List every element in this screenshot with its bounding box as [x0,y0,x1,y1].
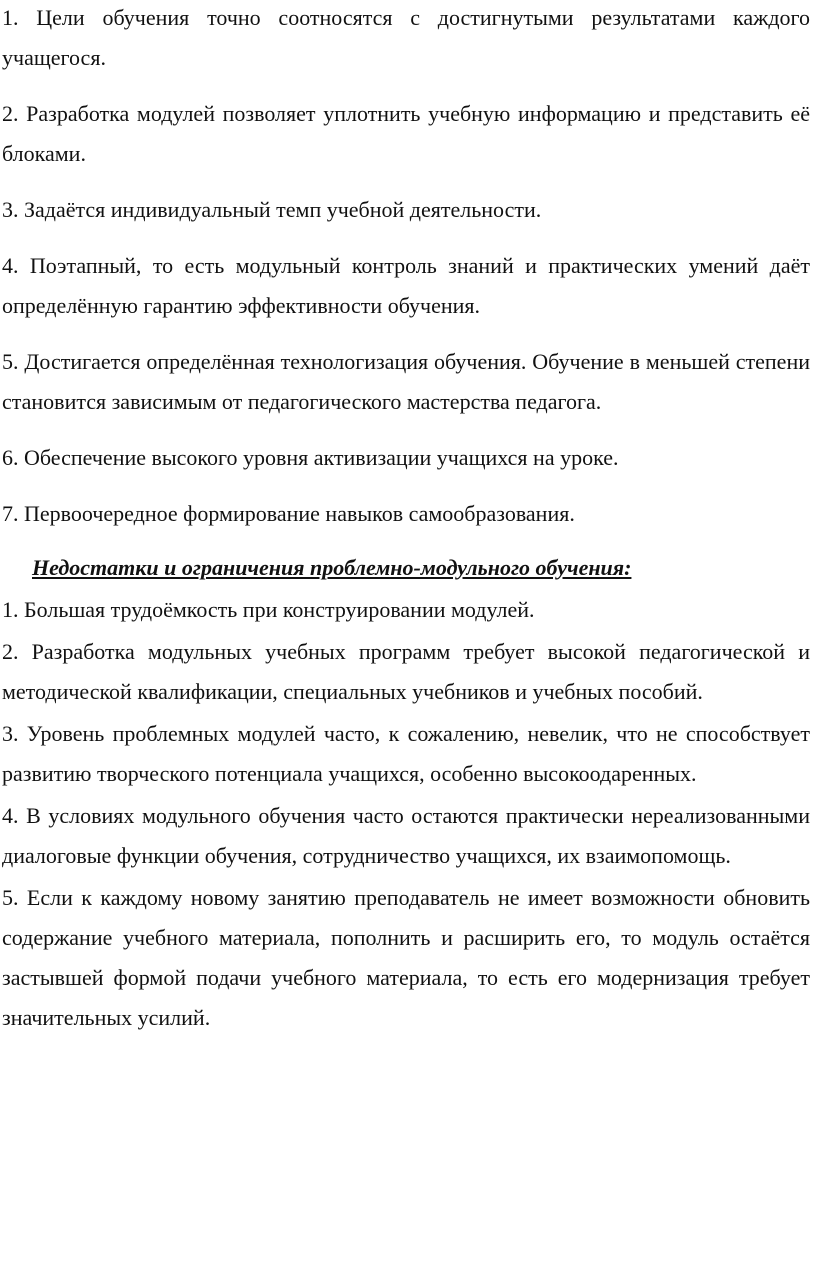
disadvantage-item-2: 2. Разработка модульных учебных программ требует высокой педагогической и методической квалификации, специальных учебников и учебных пособий. [2,639,810,704]
advantage-item-2: 2. Разработка модулей позволяет уплотнить учебную информацию и представить её блоками. [2,101,810,166]
advantage-item-1: 1. Цели обучения точно соотносятся с достигнутыми результатами каждого учащегося. [2,5,810,70]
advantage-item-6: 6. Обеспечение высокого уровня активизации учащихся на уроке. [2,445,619,470]
advantage-item-4: 4. Поэтапный, то есть модульный контроль знаний и практических умений даёт определённую гарантию эффективности обучения. [2,253,810,318]
advantage-item-7: 7. Первоочередное формирование навыков самообразования. [2,501,575,526]
disadvantages-heading: Недостатки и ограничения проблемно-модульного обучения: [32,555,632,580]
disadvantage-item-5: 5. Если к каждому новому занятию преподаватель не имеет возможности обновить содержание учебного материала, пополнить и расширить его, то модуль остаётся застывшей формой подачи учебного материала, то есть его модернизация требует значительных усилий. [2,885,810,1030]
disadvantage-item-1: 1. Большая трудоёмкость при конструировании модулей. [2,597,535,622]
advantage-item-3: 3. Задаётся индивидуальный темп учебной деятельности. [2,197,542,222]
advantage-item-5: 5. Достигается определённая технологизация обучения. Обучение в меньшей степени становится зависимым от педагогического мастерства педагога. [2,349,810,414]
disadvantage-item-3: 3. Уровень проблемных модулей часто, к сожалению, невелик, что не способствует развитию творческого потенциала учащихся, особенно высокоодаренных. [2,721,810,786]
disadvantage-item-4: 4. В условиях модульного обучения часто остаются практически нереализованными диалоговые функции обучения, сотрудничество учащихся, их взаимопомощь. [2,803,810,868]
